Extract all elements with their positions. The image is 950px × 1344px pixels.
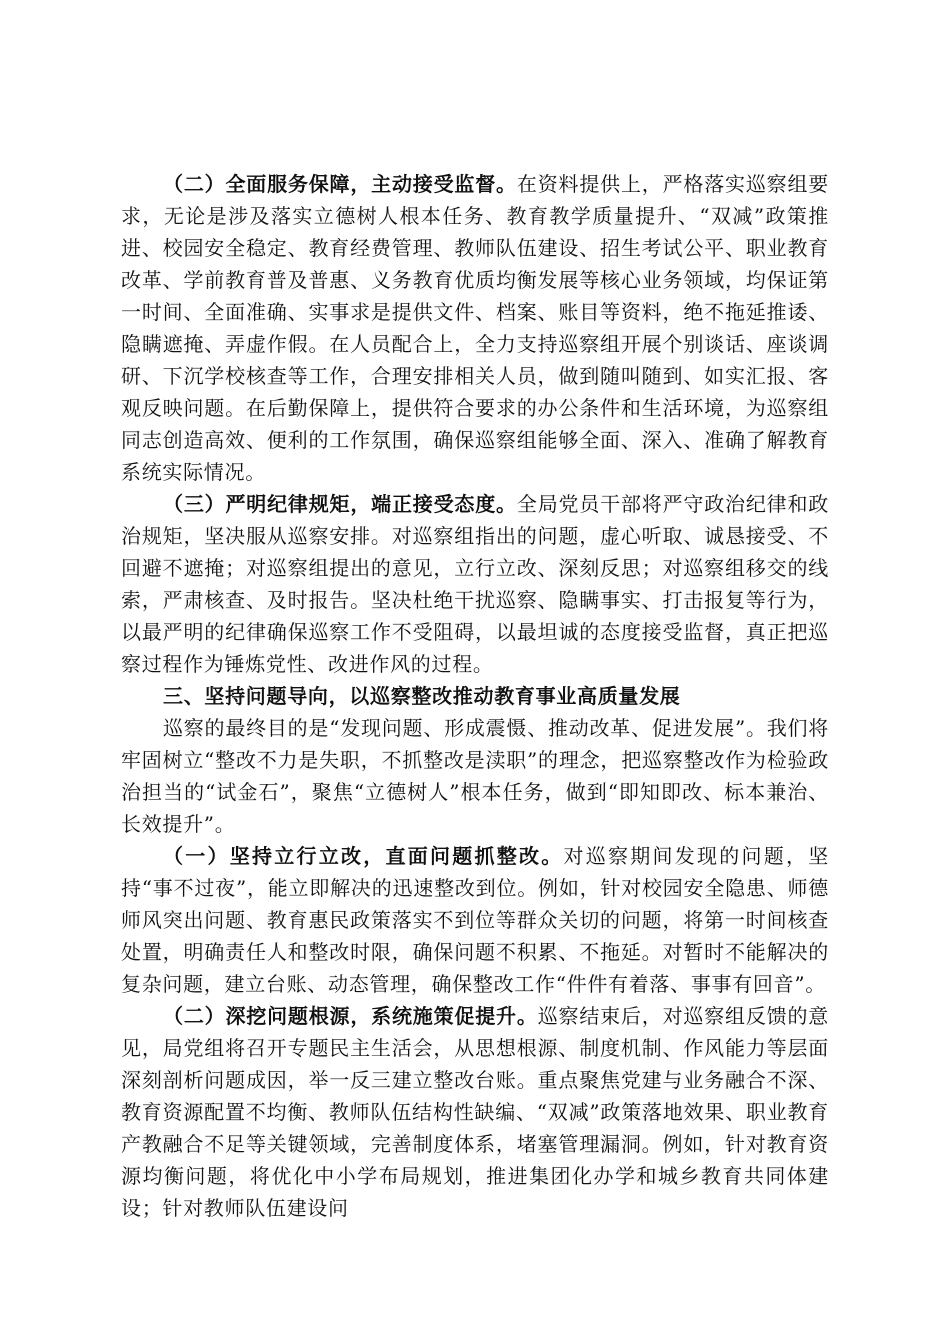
paragraph-service-guarantee [121,168,829,488]
paragraph-lead: （一）坚持立行立改，直面问题抓整改。 [163,844,564,868]
document-body [121,168,829,1224]
section-heading: 三、坚持问题导向，以巡察整改推动教育事业高质量发展 [163,684,681,708]
section-intro: 巡察的最终目的是“发现问题、形成震慑、推动改革、促进发展”。我们将牢固树立“整改不力是失职，不抓整改是渎职”的理念，把巡察整改作为检验政治担当的“试金石”，聚焦“立德树人”根本任务，做到“即知即改、标本兼治、长效提升”。 [121,716,829,836]
paragraph-text: 巡察结束后，对巡察组反馈的意见，局党组将召开专题民主生活会，从思想根源、制度机制、作风能力等层面深刻剖析问题成因，举一反三建立整改台账。重点聚焦党建与业务融合不深、教育资源配置不均衡、教师队伍结构性缺编、“双减”政策落地效果、职业教育产教融合不足等关键领域，完善制度体系，堵塞管理漏洞。例如，针对教育资源均衡问题，将优化中小学布局规划，推进集团化办学和城乡教育共同体建设；针对教师队伍建设问 [121,1004,829,1220]
paragraph-discipline [121,488,829,680]
paragraph-text: 在资料提供上，严格落实巡察组要求，无论是涉及落实立德树人根本任务、教育教学质量提升、“双减”政策推进、校园安全稳定、教育经费管理、教师队伍建设、招生考试公平、职业教育改革、学前教育普及普惠、义务教育优质均衡发展等核心业务领域，均保证第一时间、全面准确、实事求是提供文件、档案、账目等资料，绝不拖延推诿、隐瞒遮掩、弄虚作假。在人员配合上，全力支持巡察组开展个别谈话、座谈调研、下沉学校核查等工作，合理安排相关人员，做到随叫随到、如实汇报、客观反映问题。在后勤保障上，提供符合要求的办公条件和生活环境，为巡察组同志创造高效、便利的工作氛围，确保巡察组能够全面、深入、准确了解教育系统实际情况。 [121,172,829,484]
paragraph-text: 对巡察期间发现的问题，坚持“事不过夜”，能立即解决的迅速整改到位。例如，针对校园安全隐患、师德师风突出问题、教育惠民政策落实不到位等群众关切的问题，将第一时间核查处置，明确责任人和整改时限，确保问题不积累、不拖延。对暂时不能解决的复杂问题，建立台账、动态管理，确保整改工作“件件有着落、事事有回音”。 [121,844,829,996]
paragraph-immediate-rectification [121,840,829,1000]
paragraph-root-causes [121,1000,829,1224]
paragraph-text: 全局党员干部将严守政治纪律和政治规矩，坚决服从巡察安排。对巡察组指出的问题，虚心听取、诚恳接受、不回避不遮掩；对巡察组提出的意见，立行立改、深刻反思；对巡察组移交的线索，严肃核查、及时报告。坚决杜绝干扰巡察、隐瞒事实、打击报复等行为，以最严明的纪律确保巡察工作不受阻碍，以最坦诚的态度接受监督，真正把巡察过程作为锤炼党性、改进作风的过程。 [121,492,829,676]
paragraph-lead: （三）严明纪律规矩，端正接受态度。 [163,492,517,516]
paragraph-lead: （二）全面服务保障，主动接受监督。 [163,172,517,196]
paragraph-lead: （二）深挖问题根源，系统施策促提升。 [163,1004,538,1028]
